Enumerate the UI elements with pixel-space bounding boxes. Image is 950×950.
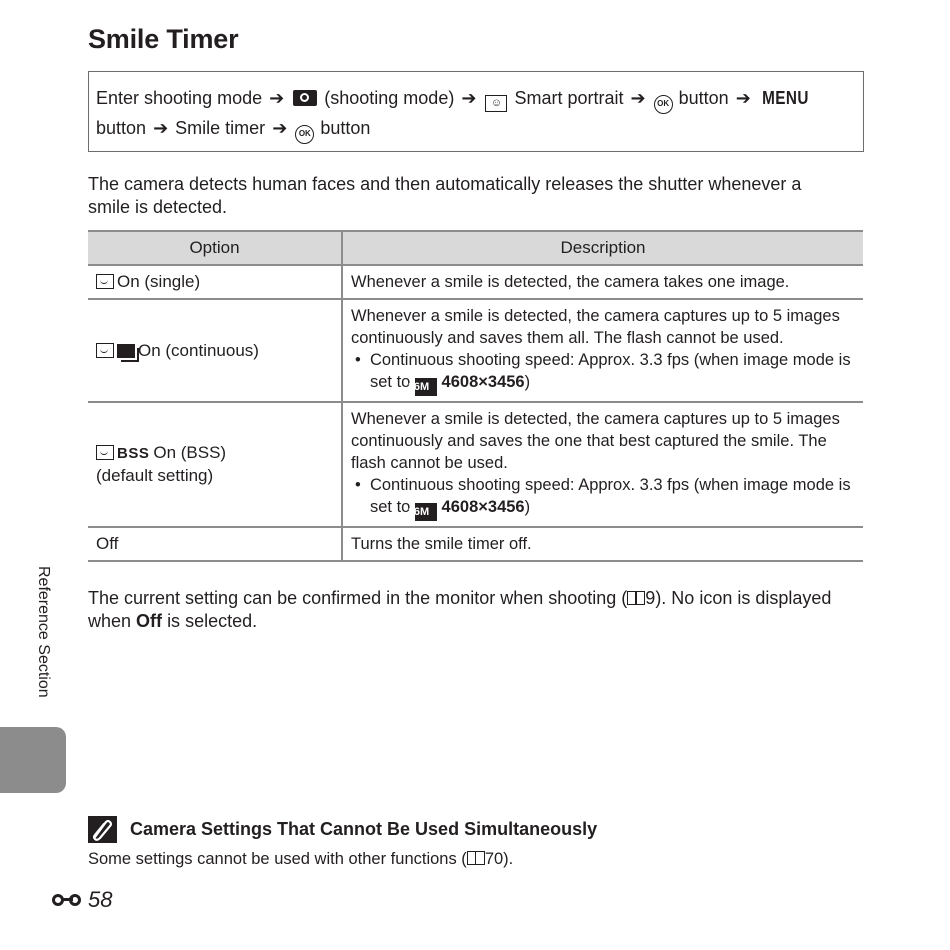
nav-step-enter: Enter shooting mode [96, 88, 263, 108]
arrow-icon: ➔ [735, 88, 751, 108]
table-row [88, 299, 863, 402]
bss-icon: BSS [117, 445, 150, 462]
bullet-text: Continuous shooting speed: Approx. 3.3 fps (when image mode is set to [369, 351, 851, 391]
note-text-part: Some settings cannot be used with other functions ( [88, 850, 467, 868]
book-reference-icon [627, 591, 645, 605]
menu-button-label: MENU [761, 88, 809, 108]
table-header-row [88, 231, 863, 265]
option-label: Off [96, 534, 119, 553]
paragraph-text: is selected. [167, 611, 258, 631]
bullet-item: • Continuous shooting speed: Approx. 3.3 fps (when image mode is set to 16M 4608×3456) [351, 349, 855, 396]
nav-step-ok-button: button [320, 118, 371, 138]
nav-step-menu-button: button [96, 118, 147, 138]
header-option: Option [88, 231, 342, 265]
navigation-path-box [88, 71, 864, 152]
smart-portrait-icon: ☺ [485, 95, 507, 112]
note-heading: Camera Settings That Cannot Be Used Simultaneously [130, 819, 598, 839]
ok-button-icon: OK [654, 95, 673, 114]
default-setting-label: (default setting) [96, 466, 214, 485]
arrow-icon: ➔ [630, 88, 646, 108]
option-label: On (BSS) [153, 443, 227, 462]
image-mode-value: 4608×3456 [441, 498, 525, 516]
arrow-icon: ➔ [461, 88, 477, 108]
description-text: Whenever a smile is detected, the camera takes one image. [351, 273, 790, 291]
page-reference: 70 [484, 850, 504, 868]
description-text: Turns the smile timer off. [351, 535, 532, 553]
book-reference-icon [467, 851, 485, 865]
continuous-icon [117, 344, 135, 358]
bullet-suffix: ) [524, 498, 531, 516]
description-text: Whenever a smile is detected, the camera captures up to 5 images continuously and saves them all. The flash cannot be used. [351, 307, 840, 347]
option-cell [88, 402, 342, 527]
header-description: Description [342, 231, 863, 265]
nav-step-button: button [678, 88, 729, 108]
description-text: Whenever a smile is detected, the camera captures up to 5 images continuously and saves the one that best captured the smile. The flash cannot be used. [351, 410, 840, 472]
nav-step-shooting-mode: (shooting mode) [324, 88, 455, 108]
note-text-part: ). [503, 850, 514, 868]
side-label-text: Reference Section [35, 566, 52, 698]
section-tab [0, 727, 66, 793]
description-cell [342, 299, 863, 402]
page-title: Smile Timer [88, 24, 239, 54]
bullet-item: • Continuous shooting speed: Approx. 3.3 fps (when image mode is set to 16M 4608×3456) [351, 474, 855, 521]
description-cell [342, 265, 863, 299]
option-cell [88, 299, 342, 402]
page-number [52, 887, 112, 913]
paragraph-text: ). No icon is displayed when [88, 588, 832, 631]
ok-button-icon: OK [295, 125, 314, 144]
table-row [88, 527, 863, 561]
options-table [88, 230, 863, 562]
page-reference: 9 [645, 588, 656, 608]
bullet-suffix: ) [524, 373, 531, 391]
camera-icon [293, 90, 317, 106]
section-side-label [20, 566, 66, 716]
reference-section-icon [52, 893, 86, 907]
off-emphasis: Off [136, 611, 163, 631]
nav-step-smile-timer: Smile timer [175, 118, 266, 138]
bullet-text: Continuous shooting speed: Approx. 3.3 fps (when image mode is set to [369, 476, 851, 516]
current-setting-paragraph [88, 587, 848, 633]
note-text [88, 850, 513, 869]
intro-paragraph: The camera detects human faces and then automatically releases the shutter whenever a smile is detected. [88, 174, 802, 217]
option-label: On (continuous) [138, 340, 259, 360]
page-number-text: 58 [88, 887, 113, 912]
paragraph-text: The current setting can be confirmed in the monitor when shooting ( [88, 588, 628, 608]
option-cell [88, 265, 342, 299]
smile-single-icon [96, 274, 114, 289]
arrow-icon: ➔ [272, 118, 288, 138]
nav-step-smart-portrait: Smart portrait [514, 88, 624, 108]
smile-icon [96, 343, 114, 358]
image-mode-16m-icon: 16M [415, 378, 437, 396]
table-row [88, 402, 863, 527]
description-cell [342, 527, 863, 561]
note-pencil-icon [88, 816, 117, 843]
description-cell [342, 402, 863, 527]
image-mode-value: 4608×3456 [441, 373, 525, 391]
option-label: On (single) [117, 272, 201, 291]
image-mode-16m-icon: 16M [415, 503, 437, 521]
arrow-icon: ➔ [269, 88, 285, 108]
smile-icon [96, 445, 114, 460]
option-cell [88, 527, 342, 561]
arrow-icon: ➔ [153, 118, 169, 138]
table-row [88, 265, 863, 299]
